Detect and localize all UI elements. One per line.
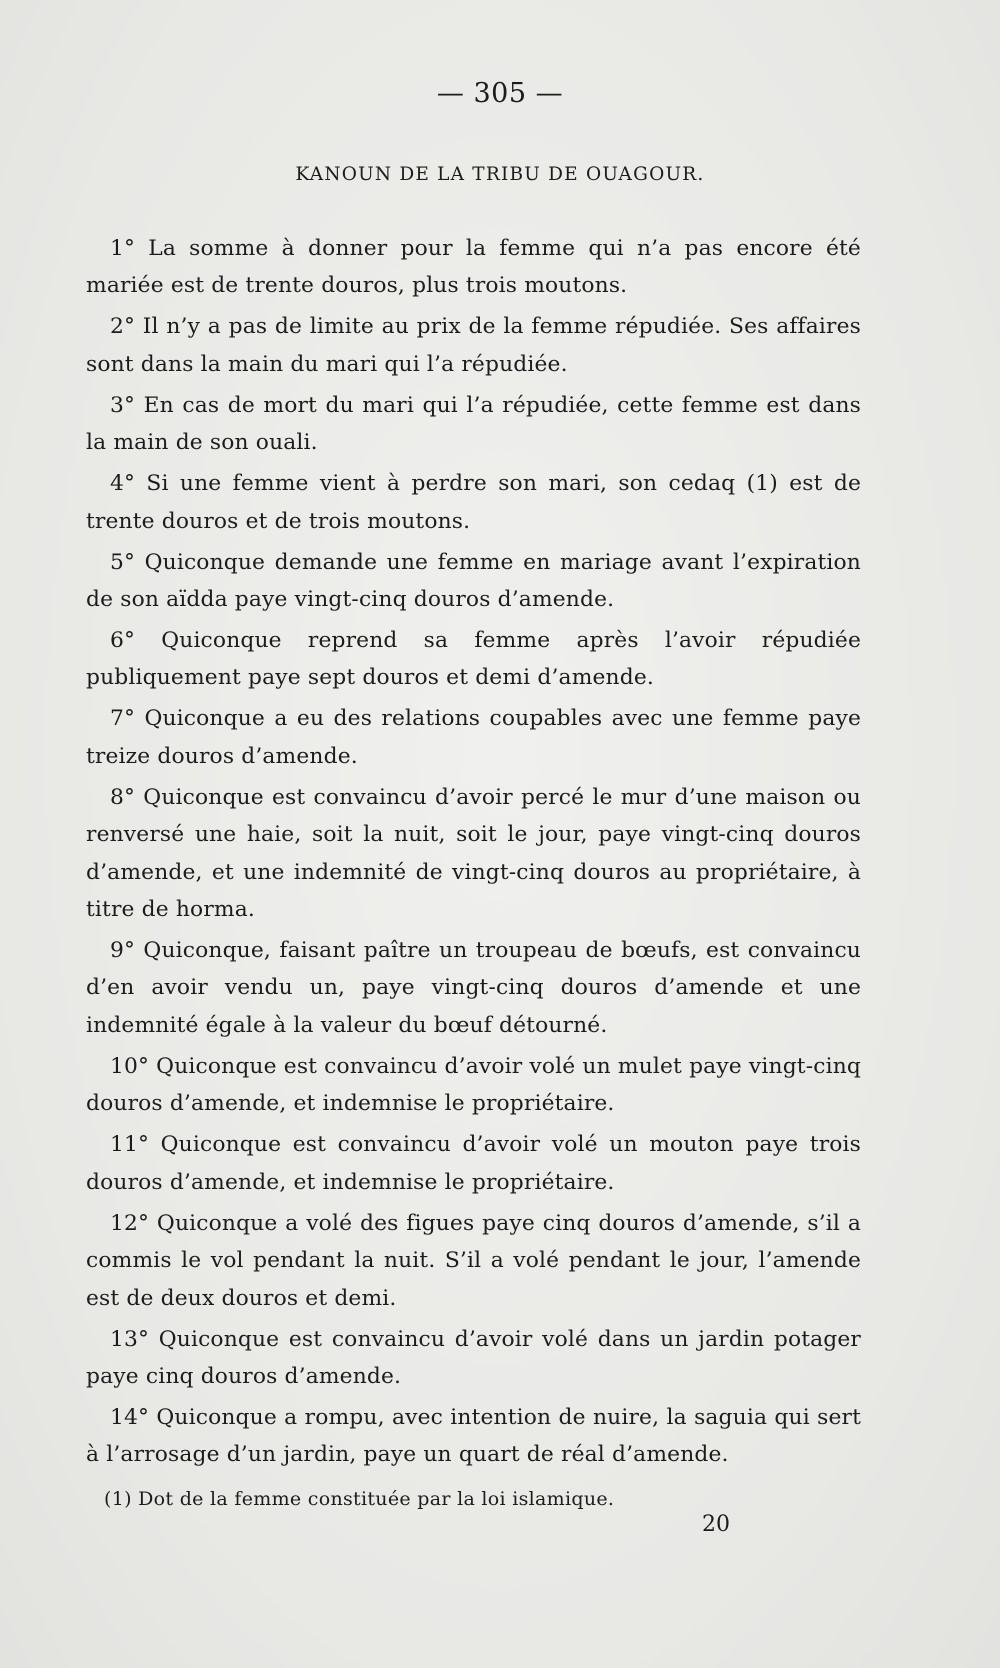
article-12: 12° Quiconque a volé des figues paye cinq douros d’amende, s’il a commis le vol pendant la nuit. S’il a volé pendant le jour, l’amende est de deux douros et demi. [86, 1210, 861, 1311]
article-list [86, 230, 861, 1477]
footnote: (1) Dot de la femme constituée par la loi islamique. [104, 1488, 615, 1510]
running-title: KANOUN DE LA TRIBU DE OUAGOUR. [295, 164, 705, 185]
article-13: 13° Quiconque est convaincu d’avoir volé dans un jardin potager paye cinq douros d’amende. [86, 1326, 861, 1389]
article-6: 6° Quiconque reprend sa femme après l’avoir répudiée publiquement paye sept douros et demi d’amende. [86, 628, 861, 691]
article-5: 5° Quiconque demande une femme en mariage avant l’expiration de son aïdda paye vingt-cinq douros d’amende. [86, 549, 861, 613]
article-11: 11° Quiconque est convaincu d’avoir volé un mouton paye trois douros d’amende, et indemnise le propriétaire. [86, 1132, 861, 1195]
signature-mark: 20 [702, 1512, 730, 1537]
article-1: 1° La somme à donner pour la femme qui n’a pas encore été mariée est de trente douros, plus trois moutons. [86, 236, 861, 299]
article-3: 3° En cas de mort du mari qui l’a répudiée, cette femme est dans la main de son ouali. [86, 392, 861, 456]
article-14: 14° Quiconque a rompu, avec intention de nuire, la saguia qui sert à l’arrosage d’un jardin, paye un quart de réal d’amende. [86, 1404, 861, 1468]
article-7: 7° Quiconque a eu des relations coupables avec une femme paye treize douros d’amende. [86, 706, 861, 769]
article-4: 4° Si une femme vient à perdre son mari, son cedaq (1) est de trente douros et de trois moutons. [86, 471, 861, 534]
article-8: 8° Quiconque est convaincu d’avoir percé le mur d’une maison ou renversé une haie, soit la nuit, soit le jour, paye vingt-cinq douros d’amende, et une indemnité de vingt-cinq douros au propriétaire, à titre de horma. [86, 784, 861, 923]
article-2: 2° Il n’y a pas de limite au prix de la femme répudiée. Ses affaires sont dans la main du mari qui l’a répudiée. [86, 314, 861, 377]
page-number: — 305 — [436, 78, 564, 109]
article-9: 9° Quiconque, faisant paître un troupeau de bœufs, est convaincu d’en avoir vendu un, paye vingt-cinq douros d’amende et une indemnité égale à la valeur du bœuf détourné. [86, 938, 861, 1038]
article-10: 10° Quiconque est convaincu d’avoir volé un mulet paye vingt-cinq douros d’amende, et indemnise le propriétaire. [86, 1053, 861, 1117]
